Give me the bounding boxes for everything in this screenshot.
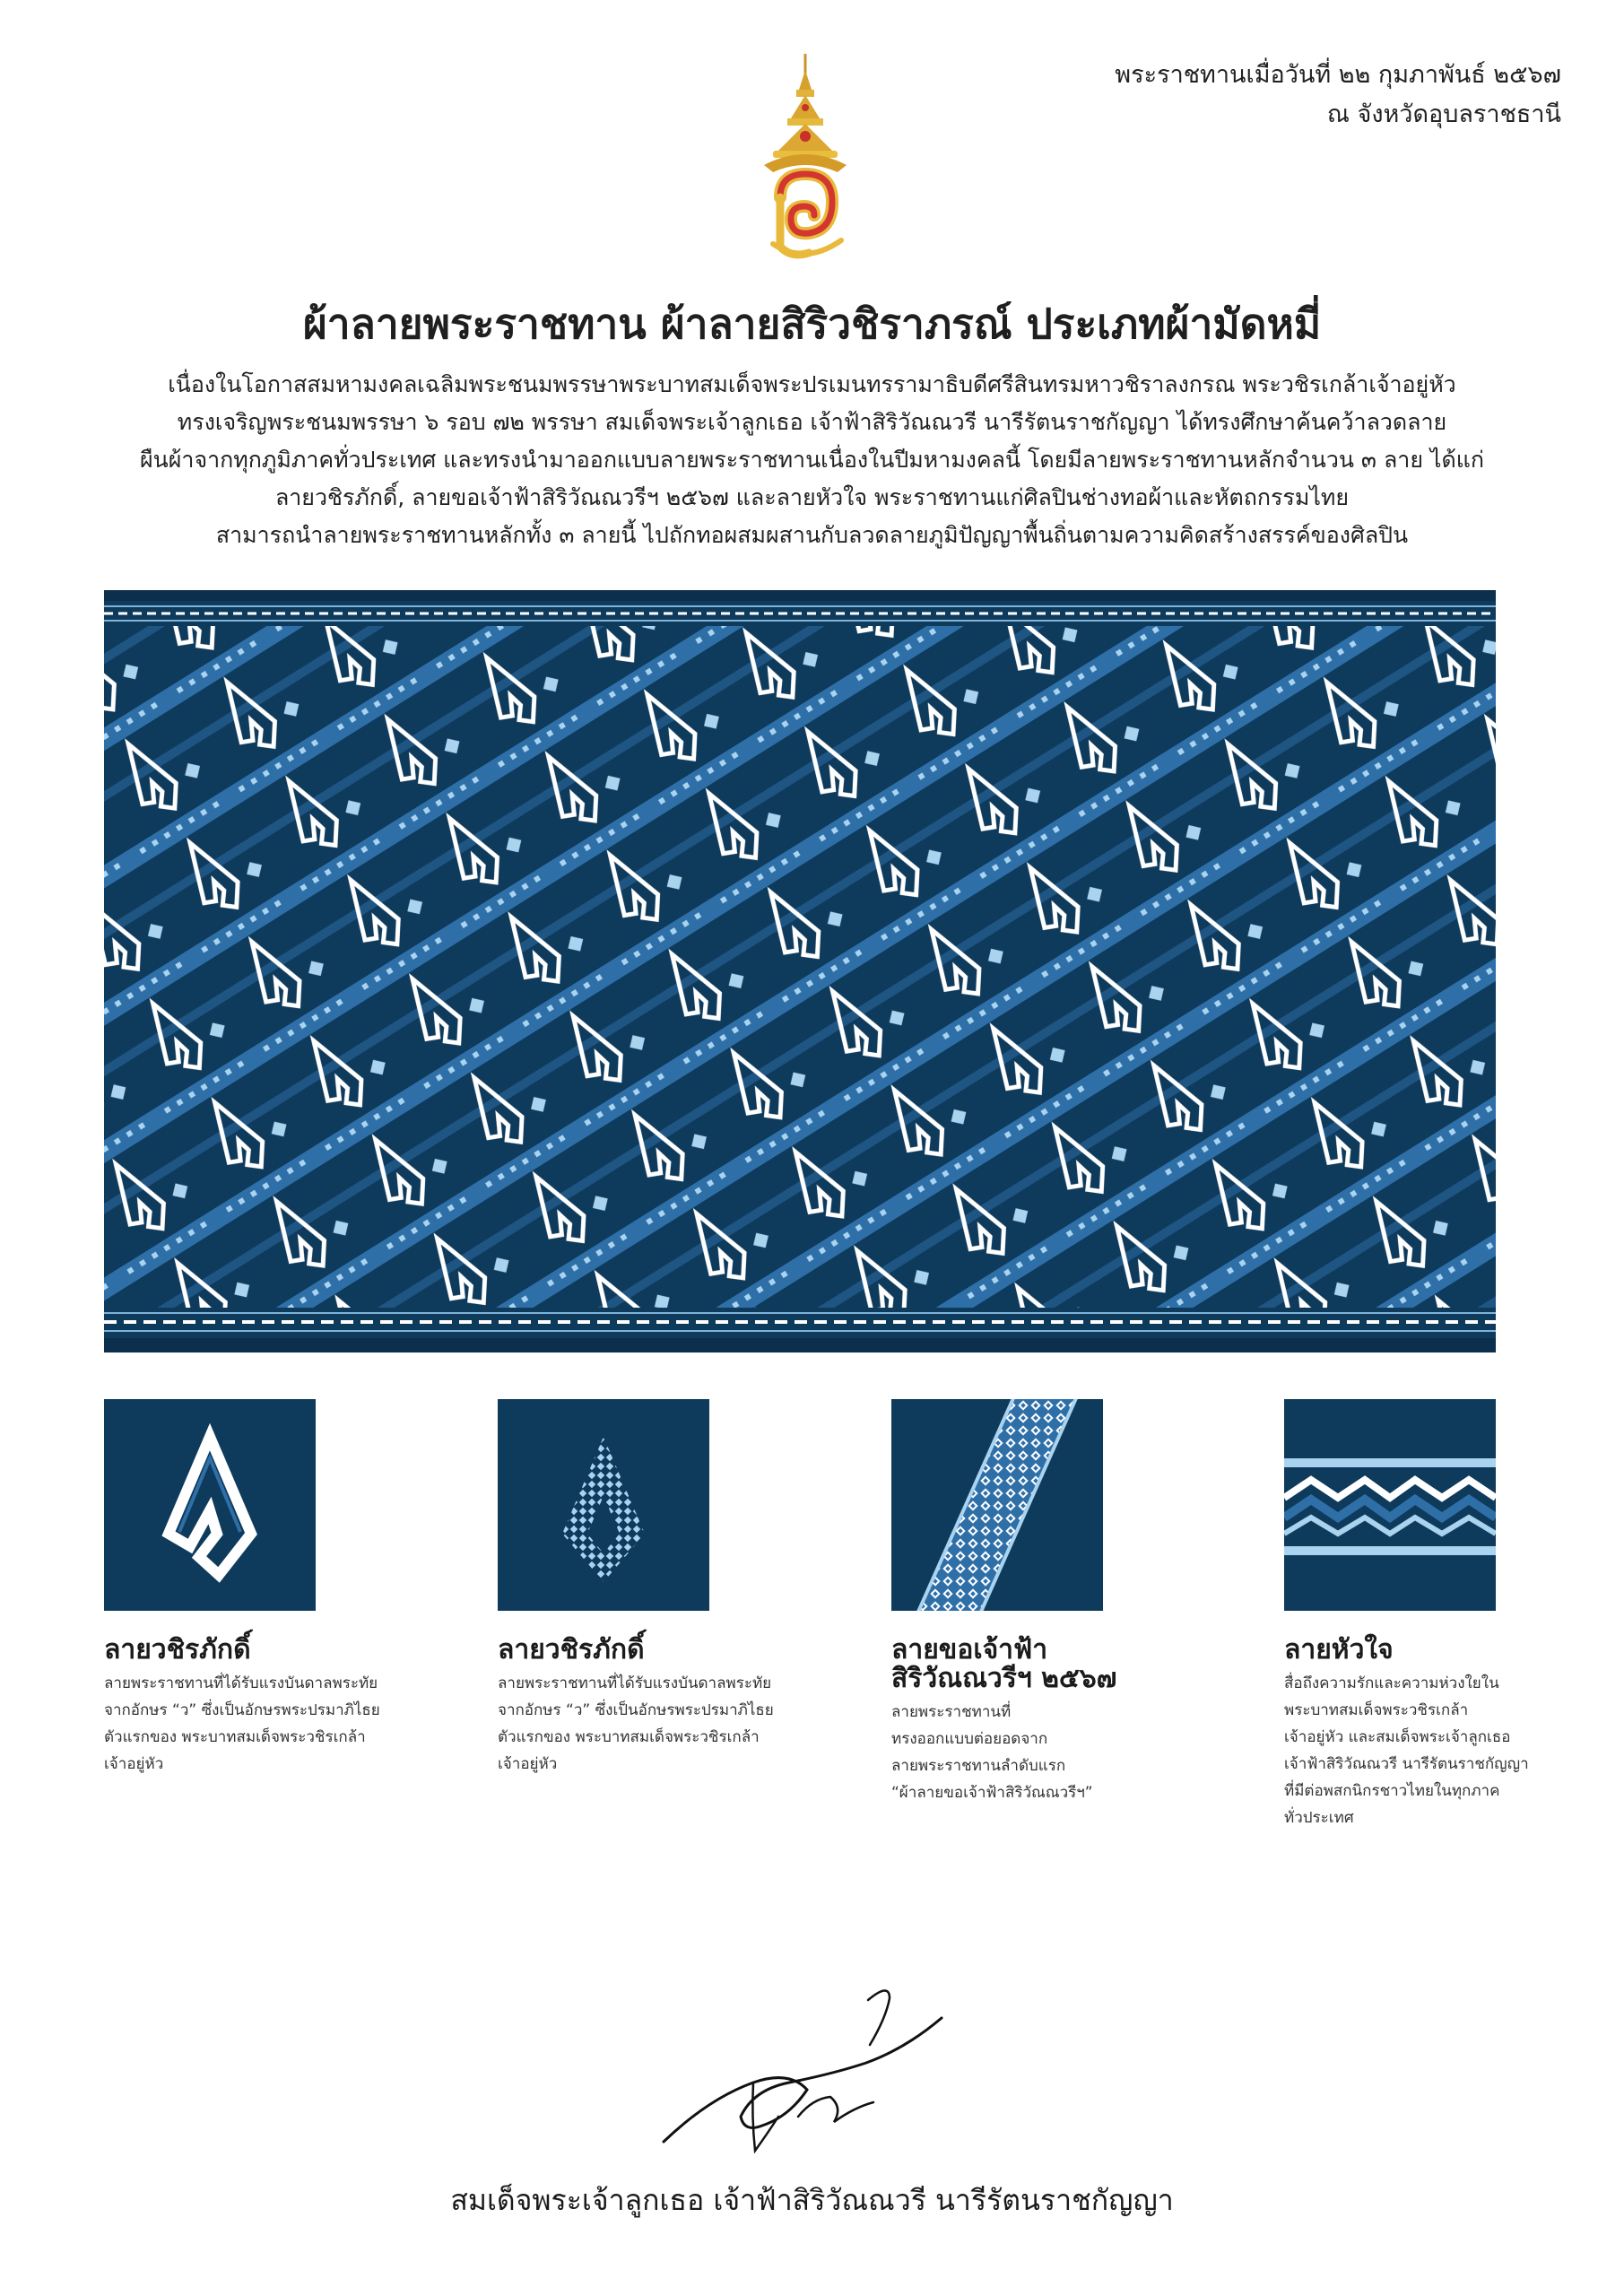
- signer-name: สมเด็จพระเจ้าลูกเธอ เจ้าฟ้าสิริวัณณวรี นารีรัตนราชกัญญา: [450, 2183, 1174, 2217]
- motif-card: [891, 1399, 1117, 1806]
- wa-dotted-motif-icon: [498, 1399, 709, 1611]
- signature-image: [655, 1982, 960, 2161]
- motif-description: ลายพระราชทานที่ ทรงออกแบบต่อยอดจาก ลายพระราชทานลำดับแรก “ผ้าลายขอเจ้าฟ้าสิริวัณณวรีฯ”: [891, 1703, 1093, 1802]
- motif-description: สื่อถึงความรักและความห่วงใยใน พระบาทสมเด็จพระวชิรเกล้า เจ้าอยู่หัว และสมเด็จพระเจ้าลูกเธอ เจ้าฟ้าสิริวัณณวรี นารีรัตนราชกัญญา ที่มีต่อพสกนิกรชาวไทยในทุกภาค ทั่วประเทศ: [1284, 1674, 1529, 1827]
- wa-white-motif-icon: [104, 1399, 316, 1611]
- date-block: [1115, 56, 1561, 135]
- intro-line: สามารถนำลายพระราชทานหลักทั้ง ๓ ลายนี้ ไปถักทอผสมผสานกับลวดลายภูมิปัญญาพื้นถิ่นตามความคิดสร้างสรรค์ของศิลปิน: [215, 522, 1409, 548]
- motif-card: [1284, 1399, 1529, 1831]
- motif-title: ลายวชิรภักดิ์: [498, 1634, 645, 1665]
- motif-description: ลายพระราชทานที่ได้รับแรงบันดาลพระทัย จากอักษร “ว” ซึ่งเป็นอักษรพระปรมาภิไธย ตัวแรกของ พระบาทสมเด็จพระวชิรเกล้า เจ้าอยู่หัว: [104, 1674, 380, 1773]
- intro-line: ผืนผ้าจากทุกภูมิภาคทั่วประเทศ และทรงนำมาออกแบบลายพระราชทานเนื่องในปีมหามงคลนี้ โดยมีลายพระราชทานหลักจำนวน ๓ ลาย ได้แก่: [140, 447, 1484, 473]
- intro-line: ทรงเจริญพระชนมพรรษา ๖ รอบ ๗๒ พรรษา สมเด็จพระเจ้าลูกเธอ เจ้าฟ้าสิริวัณณวรี นารีรัตนราชกัญญา ได้ทรงศึกษาค้นคว้าลวดลาย: [177, 409, 1447, 435]
- motif-list: [104, 1399, 1529, 1848]
- motif-card: [104, 1399, 380, 1778]
- motif-title: ลายหัวใจ: [1284, 1634, 1394, 1665]
- intro-line: เนื่องในโอกาสสมหามงคลเฉลิมพระชนมพรรษาพระบาทสมเด็จพระปรเมนทรรามาธิบดีศรีสินทรมหาวชิราลงกรณ พระวชิรเกล้าเจ้าอยู่หัว: [168, 371, 1456, 397]
- motif-description: ลายพระราชทานที่ได้รับแรงบันดาลพระทัย จากอักษร “ว” ซึ่งเป็นอักษรพระปรมาภิไธย ตัวแรกของ พระบาทสมเด็จพระวชิรเกล้า เจ้าอยู่หัว: [498, 1674, 774, 1773]
- royal-emblem-icon: [755, 54, 855, 260]
- heart-zigzag-motif-icon: [1284, 1399, 1496, 1611]
- motif-title: ลายขอเจ้าฟ้า สิริวัณณวรีฯ ๒๕๖๗: [891, 1634, 1117, 1694]
- intro-line: ลายวชิรภักดิ์, ลายขอเจ้าฟ้าสิริวัณณวรีฯ ๒๕๖๗ และลายหัวใจ พระราชทานแก่ศิลปินช่างทอผ้าและหัตถกรรมไทย: [274, 484, 1350, 510]
- kho-band-motif-icon: [891, 1399, 1103, 1611]
- location-line: ณ จังหวัดอุบลราชธานี: [1326, 100, 1561, 128]
- motif-card: [498, 1399, 774, 1778]
- page-title: ผ้าลายพระราชทาน ผ้าลายสิริวชิราภรณ์ ประเภทผ้ามัดหมี่: [302, 300, 1322, 348]
- motif-title: ลายวชิรภักดิ์: [104, 1634, 251, 1665]
- fabric-pattern-image: [104, 590, 1496, 1352]
- date-line: พระราชทานเมื่อวันที่ ๒๒ กุมภาพันธ์ ๒๕๖๗: [1115, 61, 1561, 89]
- intro-paragraph: [72, 366, 1552, 554]
